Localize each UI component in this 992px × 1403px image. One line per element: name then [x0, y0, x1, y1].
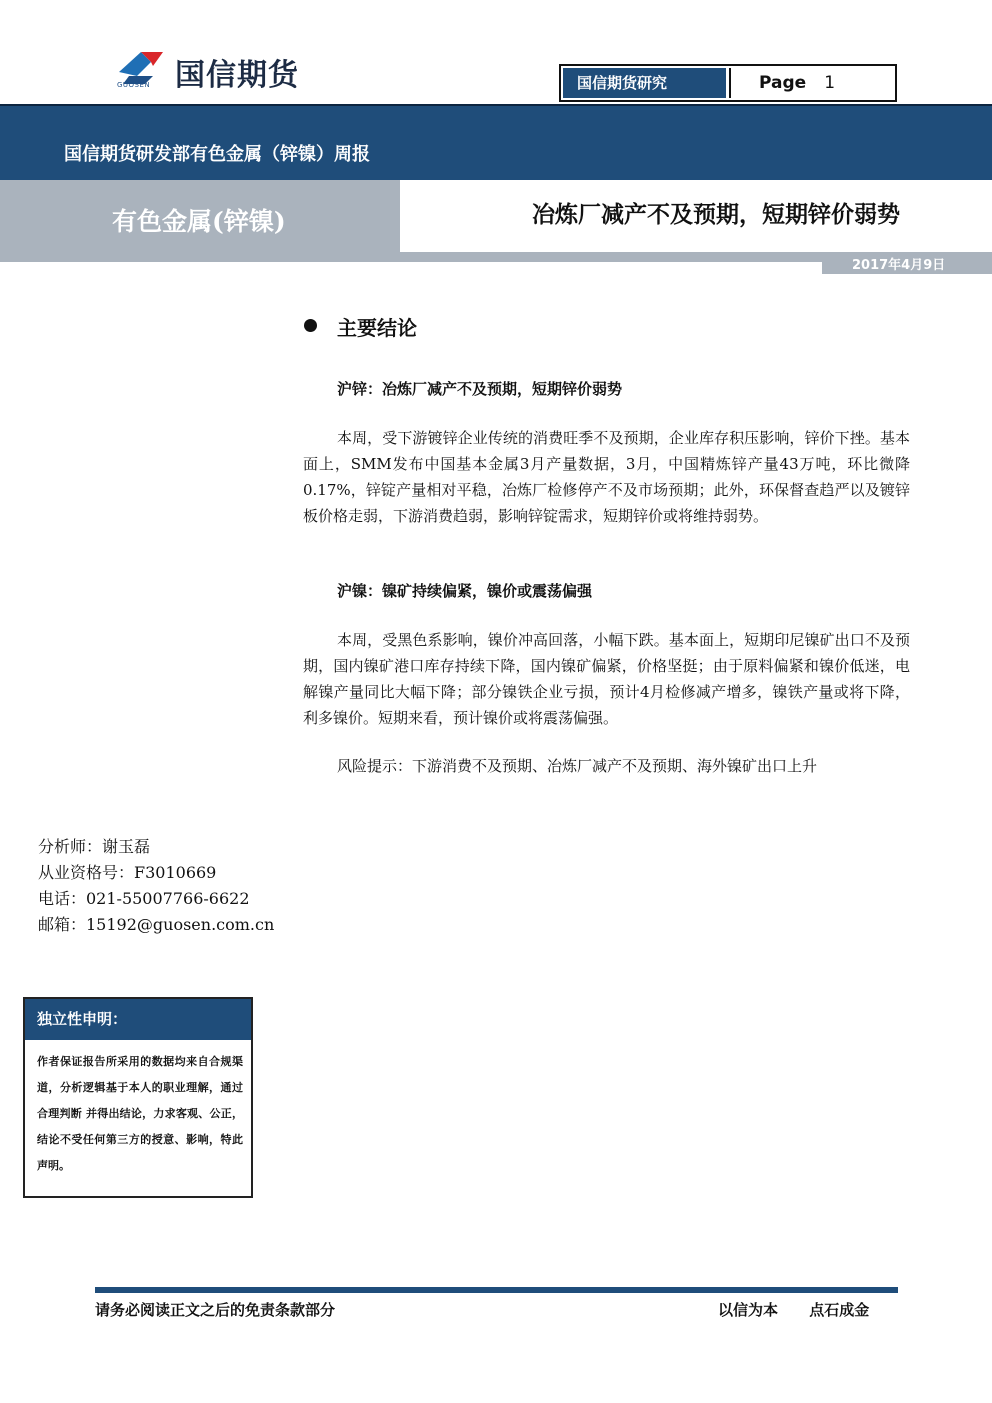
analyst-phone: 电话：021-55007766-6622	[38, 889, 250, 908]
date-tab	[822, 252, 992, 274]
report-date: 2017年4月9日	[852, 258, 946, 273]
zinc-subhead: 沪锌：冶炼厂减产不及预期，短期锌价弱势	[337, 380, 623, 398]
page-label: Page	[759, 73, 807, 93]
section-label: 国信期货研究	[563, 68, 726, 98]
independence-title: 独立性申明：	[25, 999, 251, 1040]
bullet-icon	[304, 319, 317, 332]
nickel-paragraph: 本周，受黑色系影响，镍价冲高回落，小幅下跌。基本面上，短期印尼镍矿出口不及预期，国内镍矿港口库存持续下降，国内镍矿偏紧，价格坚挺；由于原料偏紧和镍价低迷，电解镍产量同比大幅下降；部分镍铁企业亏损，预计4月检修减产增多，镍铁产量或将下降，利多镍价。短期来看，预计镍价或将震荡偏强。	[303, 631, 910, 727]
zinc-paragraph: 本周，受下游镀锌企业传统的消费旺季不及预期，企业库存积压影响，锌价下挫。基本面上，SMM发布中国基本金属3月产量数据，3月，中国精炼锌产量43万吨，环比微降0.17%，锌锭产量相对平稳，冶炼厂检修停产不及市场预期；此外，环保督查趋严以及镀锌板价格走弱，下游消费趋弱，影响锌锭需求，短期锌价或将维持弱势。	[303, 429, 910, 525]
sector-name: 有色金属(锌镍)	[112, 207, 286, 236]
main-heading: 主要结论	[337, 316, 417, 340]
page-indicator	[729, 68, 893, 98]
report-banner	[0, 104, 992, 180]
footer-divider	[95, 1287, 898, 1293]
footer-slogan: 以信为本 点石成金	[718, 1301, 870, 1319]
headline: 冶炼厂减产不及预期，短期锌价弱势	[532, 201, 900, 228]
logo-english-text: GUOSEN	[117, 81, 151, 89]
analyst-name: 分析师：谢玉磊	[38, 837, 151, 856]
header-page-box	[559, 64, 897, 102]
page-number: 1	[824, 73, 836, 93]
analyst-license: 从业资格号：F3010669	[38, 863, 217, 882]
company-logo	[115, 46, 345, 94]
independence-body: 作者保证报告所采用的数据均来自合规渠道，分析逻辑基于本人的职业理解，通过合理判断 并得出结论，力求客观、公正，结论不受任何第三方的授意、影响，特此声明。	[37, 1055, 243, 1172]
logo-text: 国信期货	[175, 58, 299, 93]
footer-disclaimer: 请务必阅读正文之后的免责条款部分	[95, 1301, 336, 1319]
sector-bar	[0, 180, 400, 252]
report-title: 国信期货研发部有色金属（锌镍）周报	[64, 144, 370, 165]
independence-statement	[23, 997, 253, 1198]
risk-warning: 风险提示：下游消费不及预期、冶炼厂减产不及预期、海外镍矿出口上升	[337, 757, 818, 775]
nickel-subhead: 沪镍：镍矿持续偏紧，镍价或震荡偏强	[337, 582, 593, 600]
analyst-email: 邮箱：15192@guosen.com.cn	[38, 915, 275, 934]
